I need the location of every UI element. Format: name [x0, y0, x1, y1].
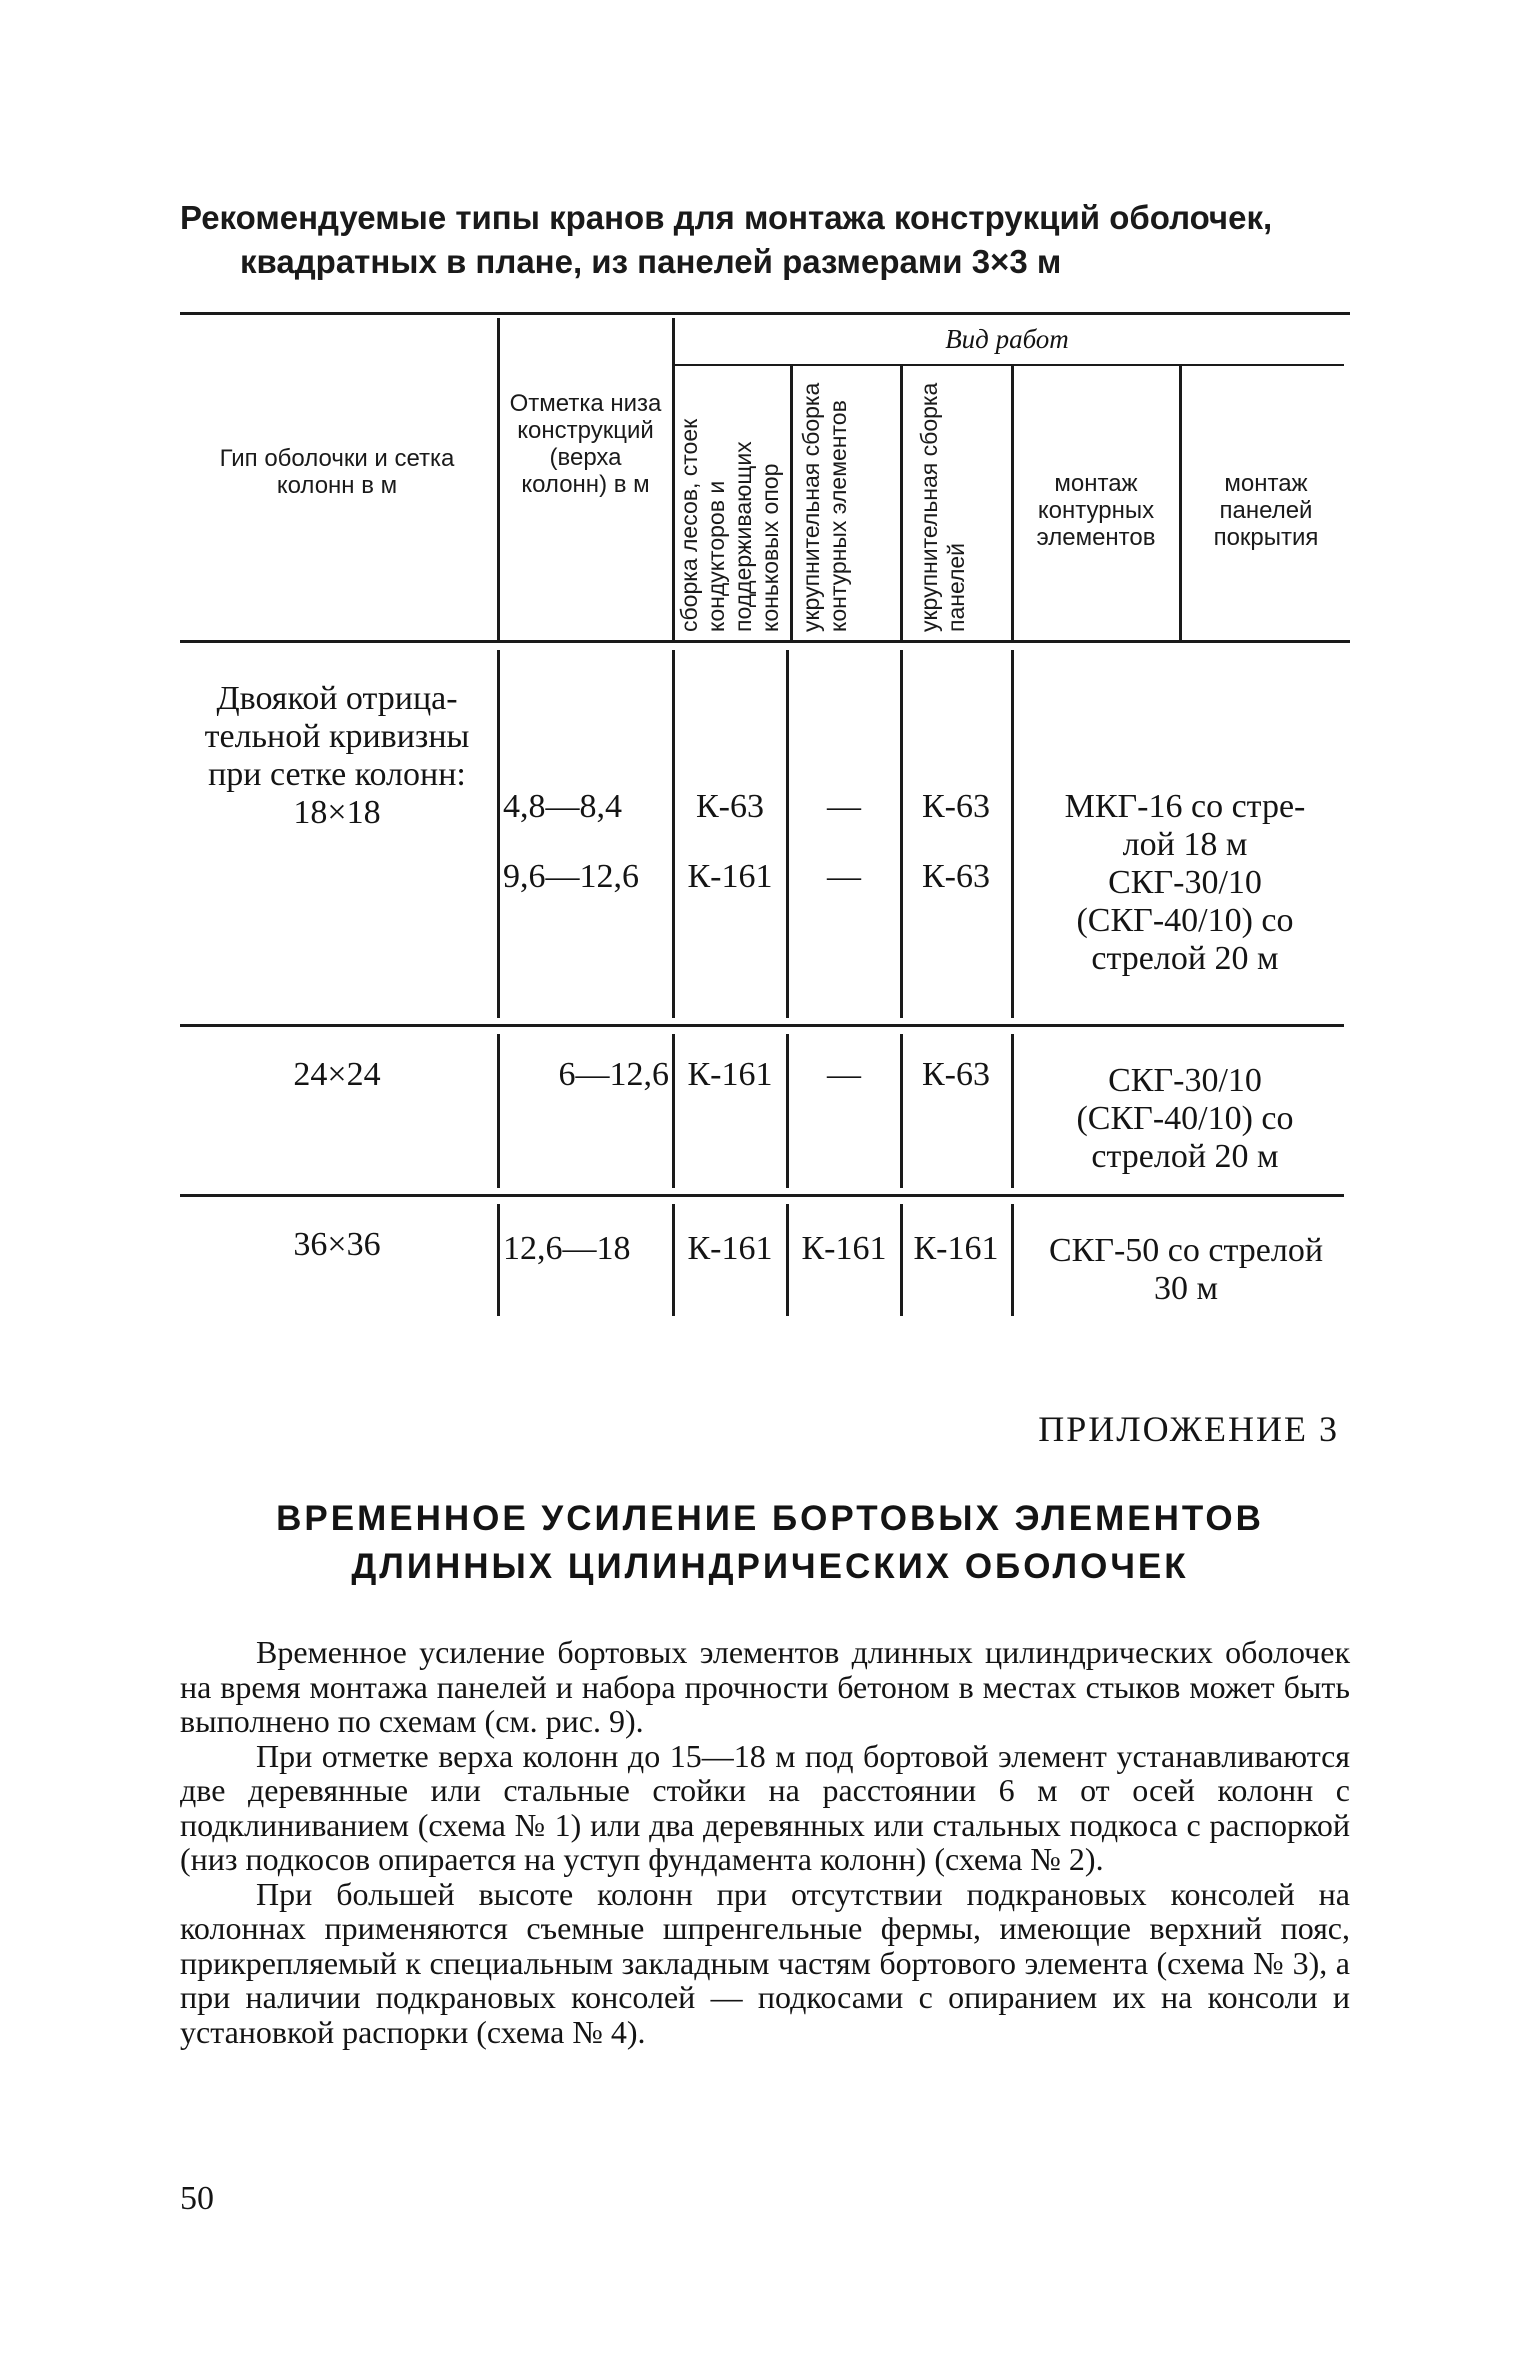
- erection-crane-cell: СКГ-30/10 (СКГ-40/10) со стрелой 20 м: [1076, 1062, 1294, 1175]
- header-panel-erection: монтаж панелей покрытия: [1213, 470, 1319, 551]
- caption-line-2: квадратных в плане, из панелей размерами 3×3 м: [240, 243, 1062, 280]
- appendix-body: [180, 1635, 1350, 2049]
- header-scaffold-assembly: сборка лесов, стоек кондукторов и поддерживающих коньковых опор: [676, 418, 783, 632]
- table-caption: [180, 196, 1360, 284]
- paragraph: Временное усиление бортовых элементов длинных цилиндрических оболочек на время монтажа панелей и набора прочности бетоном в местах стыков может быть выполнено по схемам (см. рис. 9).: [180, 1634, 1350, 1739]
- table-top-rule: [180, 312, 1350, 315]
- page-number: 50: [180, 2180, 214, 2217]
- panel-preassembly-cell: К-63: [922, 1056, 990, 1093]
- elevation-cell: 12,6—18: [503, 1230, 631, 1267]
- header-col-divider: [672, 318, 675, 640]
- scaffold-crane-cell: К-161: [687, 1056, 773, 1093]
- caption-line-1: Рекомендуемые типы кранов для монтажа конструкций оболочек,: [180, 199, 1273, 236]
- header-col-divider: [900, 366, 903, 640]
- erection-crane-cell: СКГ-50 со стрелой 30 м: [1048, 1232, 1324, 1307]
- scaffold-crane-cell: К-161: [687, 858, 773, 895]
- shell-type-cell: 36×36: [293, 1226, 381, 1263]
- appendix-title: ВРЕМЕННОЕ УСИЛЕНИЕ БОРТОВЫХ ЭЛЕМЕНТОВ ДЛИННЫХ ЦИЛИНДРИЧЕСКИХ ОБОЛОЧЕК: [276, 1499, 1264, 1586]
- body-col-divider: [1011, 650, 1014, 1018]
- body-col-divider: [900, 650, 903, 1018]
- header-panel-preassembly: укрупнительная сборка панелей: [916, 382, 969, 632]
- body-col-divider: [786, 650, 789, 1018]
- header-col-divider: [790, 366, 793, 640]
- elevation-cell: 6—12,6: [558, 1056, 669, 1093]
- shell-type-cell: 24×24: [293, 1056, 381, 1093]
- contour-preassembly-cell: —: [827, 1056, 861, 1093]
- erection-crane-cell: МКГ-16 со стре- лой 18 м СКГ-30/10 (СКГ-40/10) со стрелой 20 м: [1064, 788, 1306, 977]
- contour-preassembly-cell: К-161: [801, 1230, 887, 1267]
- header-contour-erection: монтаж контурных элементов: [1036, 470, 1156, 551]
- header-shell-type: Гип оболочки и сетка колонн в м: [219, 445, 455, 499]
- elevation-cell: 4,8—8,4: [503, 788, 622, 825]
- header-contour-preassembly: укрупнительная сборка контурных элементов: [798, 382, 851, 632]
- elevation-cell: 9,6—12,6: [503, 858, 639, 895]
- panel-preassembly-cell: К-63: [922, 858, 990, 895]
- contour-preassembly-cell: —: [827, 858, 861, 895]
- body-col-divider: [497, 650, 500, 1018]
- shell-type-cell: Двоякой отрица- тельной кривизны при сетке колонн: 18×18: [204, 680, 470, 831]
- body-col-divider: [497, 1034, 500, 1188]
- group-header-rule: [672, 364, 1344, 366]
- paragraph: При отметке верха колонн до 15—18 м под бортовой элемент устанавливаются две деревянные или стальные стойки на расстоянии 6 м от осей колонн с подклиниванием (схема № 1) или два деревянных или стальных подкоса с распоркой (низ подкосов опирается на уступ фундамента колонн) (схема № 2).: [180, 1737, 1350, 1877]
- paragraph: При большей высоте колонн при отсутствии подкрановых консолей на колоннах применяются съемные шпренгельные фермы, имеющие верхний пояс, прикрепляемый к специальным закладным частям бортового элемента (схема № 3), а при наличии подкрановых консолей — подкосами с опиранием их на консоли и установкой распорки (схема № 4).: [180, 1875, 1350, 2050]
- body-col-divider: [497, 1204, 500, 1316]
- header-col-divider: [1179, 366, 1182, 640]
- scaffold-crane-cell: К-161: [687, 1230, 773, 1267]
- body-col-divider: [1011, 1034, 1014, 1188]
- header-col-divider: [497, 318, 500, 640]
- header-bottom-rule: [180, 640, 1350, 643]
- section-divider-1: [180, 1024, 1344, 1027]
- header-work-type: Вид работ: [945, 324, 1069, 354]
- panel-preassembly-cell: К-161: [913, 1230, 999, 1267]
- panel-preassembly-cell: К-63: [922, 788, 990, 825]
- contour-preassembly-cell: —: [827, 788, 861, 825]
- header-elevation: Отметка низа конструкций (верха колонн) в м: [509, 390, 662, 498]
- body-col-divider: [672, 650, 675, 1018]
- scaffold-crane-cell: К-63: [696, 788, 764, 825]
- body-col-divider: [1011, 1204, 1014, 1316]
- section-divider-2: [180, 1194, 1344, 1197]
- appendix-label: ПРИЛОЖЕНИЕ 3: [1038, 1409, 1339, 1449]
